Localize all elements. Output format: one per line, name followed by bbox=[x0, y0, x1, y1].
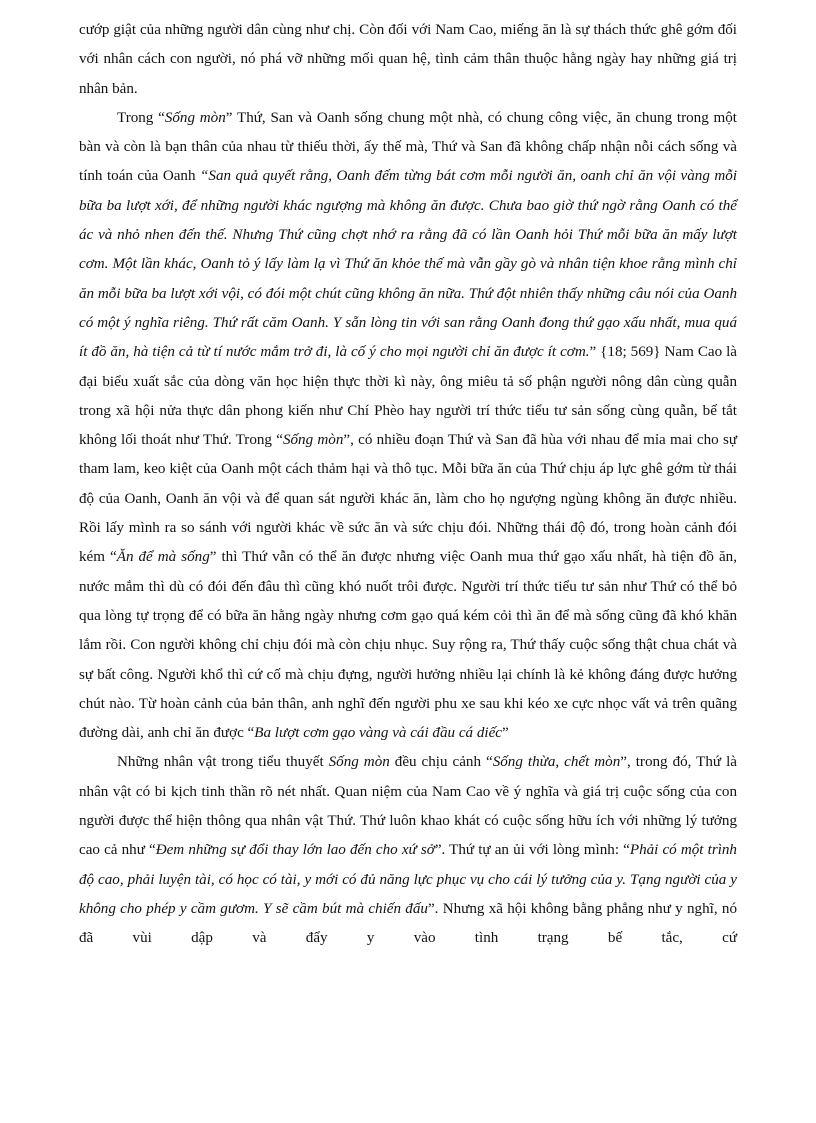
italic-text-segment: Ba lượt cơm gạo vàng và cái đầu cá diếc bbox=[254, 725, 502, 742]
text-segment: cướp giật của những người dân cùng như chị. Còn đối với Nam Cao, miếng ăn là sự thách thức ghê gớm đối với nhân cách con người, nó phá vỡ những mối quan hệ, tình cảm thân thuộc hằng ngày hay những giá trị nhân bản. bbox=[79, 22, 737, 97]
italic-text-segment: Sống mòn bbox=[282, 432, 344, 449]
italic-text-segment: Đem những sự đổi thay lớn lao đến cho xứ sở bbox=[155, 842, 435, 859]
text-segment: Những nhân vật trong tiểu thuyết bbox=[117, 754, 329, 771]
paragraph bbox=[79, 748, 737, 953]
text-segment: Trong “ bbox=[117, 109, 165, 126]
text-segment: ”, có nhiều đoạn Thứ và San đã hùa với nhau để mỉa mai cho sự tham lam, keo kiệt của Oanh một cách thảm hại và thô tục. Mỗi bữa ăn của Thứ chịu áp lực ghê gớm từ thái độ của Oanh, Oanh ăn vội và để quan sát người khác ăn, làm cho họ ngượng ngùng không ăn được nhiều. Rồi lấy mình ra so sánh với người khác về sức ăn và sức chịu đói. Những thái độ đó, trong hoàn cảnh đói kém “ bbox=[79, 432, 737, 566]
italic-text-segment: Sống thừa, chết mòn bbox=[492, 754, 621, 771]
text-segment: ”. Nhưng xã hội không bằng phẳng như y nghĩ, nó đã vùi dập và đẩy y vào tình trạng bế tắc, cứ bbox=[79, 900, 737, 947]
text-segment: ” bbox=[502, 725, 509, 742]
text-segment: ”, trong đó, Thứ là nhân vật có bi kịch tinh thần rõ nét nhất. Quan niệm của Nam Cao về ý nghĩa và giá trị cuộc sống của con người được thể hiện thông qua nhân vật Thứ. Thứ luôn khao khát có cuộc sống hữu ích với những lý tưởng cao cả như “ bbox=[79, 754, 737, 859]
italic-text-segment: Ăn để mà sống bbox=[116, 549, 210, 566]
text-segment: đều chịu cảnh “ bbox=[389, 754, 493, 771]
text-segment: ” Thứ, San và Oanh sống chung một nhà, có chung công việc, ăn chung trong một bàn và còn là bạn thân của nhau từ thiếu thời, ấy thế mà, Thứ và San đã không chấp nhận nỗi cách sống và tính toán của Oanh bbox=[79, 109, 737, 185]
italic-text-segment: Phải có một trình độ cao, phải luyện tài, có học có tài, y mới có đủ năng lực phục vụ cho cái lý tưởng của y. Tạng người của y không cho phép y cầm gươm. Y sẽ cầm bút mà chiến đấu bbox=[79, 842, 737, 917]
document-page bbox=[79, 16, 737, 954]
text-segment: ”. Thứ tự an ủi với lòng mình: “ bbox=[434, 842, 630, 859]
text-segment: ” {18; 569} Nam Cao là đại biểu xuất sắc của dòng văn học hiện thực thời kì này, ông miêu tả số phận người nông dân cùng quẫn trong xã hội nửa thực dân phong kiến như Chí Phèo hay người trí thức tiểu tư sản sống cùng quẫn, bế tắt không lối thoát như Thứ. Trong “ bbox=[79, 344, 737, 449]
text-segment: ” thì Thứ vẫn có thể ăn được nhưng việc Oanh mua thứ gạo xấu nhất, hà tiện đồ ăn, nước mắm thì dù có đói đến đâu thì cũng khó nuốt trôi được. Người trí thức tiểu tư sản như Thứ có thể bỏ qua lòng tự trọng để có bữa ăn hằng ngày nhưng cơm gạo quá kém cỏi thì ăn để mà sống cũng đã khó khăn lắm rồi. Con người không chỉ chịu đói mà còn chịu nhục. Suy rộng ra, Thứ thấy cuộc sống thật chua chát và sự bất công. Người khổ thì cứ cố mà chịu đựng, người hưởng nhiều lại chính là kẻ không đáng được hưởng chút nào. Từ hoàn cảnh của bản thân, anh nghĩ đến người phu xe sau khi kéo xe cực nhọc vất vả trên quãng đường dài, anh chỉ ăn được “ bbox=[79, 549, 737, 742]
italic-text-segment: “San quả quyết rằng, Oanh đếm từng bát cơm mỗi người ăn, oanh chỉ ăn vội vàng mỗi bữa ba lượt xới, để những người khác ngượng mà không ăn được. Chưa bao giờ thứ ngờ rằng Oanh có thể ác và nhỏ nhen đến thế. Nhưng Thứ cũng chợt nhớ ra rằng đã có lần Oanh hỏi Thứ mỗi bữa ăn mấy lượt cơm. Một lần khác, Oanh tỏ ý lấy làm lạ vì Thứ ăn khỏe thế mà vẫn gầy gò và nhân tiện khoe rằng mình chỉ ăn mỗi bữa ba lượt xới vội, có đói một chút cũng không ăn nữa. Thứ đột nhiên thấy những câu nói của Oanh có một ý nghĩa riêng. Thứ rất căm Oanh. Y sẵn lòng tin với san rằng Oanh đong thứ gạo xấu nhất, mua quá ít đồ ăn, hà tiện cả từ tí nước mắm trở đi, là cố ý cho mọi người chỉ ăn được ít cơm. bbox=[79, 168, 738, 361]
paragraph bbox=[79, 104, 737, 749]
paragraph bbox=[79, 16, 737, 104]
italic-text-segment: Sống mòn bbox=[328, 754, 390, 771]
italic-text-segment: Sống mòn bbox=[164, 109, 226, 126]
